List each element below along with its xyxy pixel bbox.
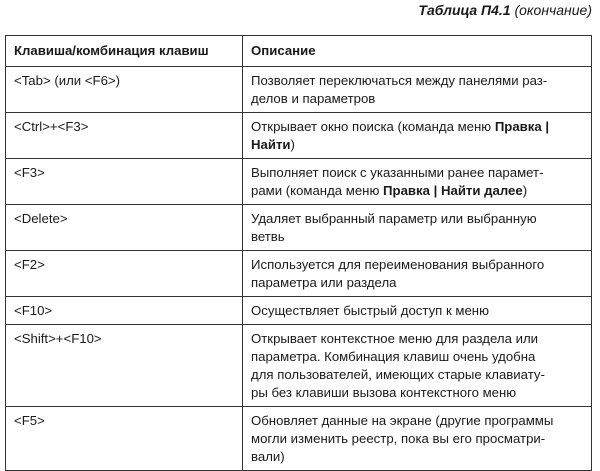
key-cell: <F2> [6, 251, 243, 297]
key-cell: <F10> [6, 297, 243, 325]
description-text: Удаляет выбранный параметр или выбранную [251, 211, 537, 226]
shortcuts-table [5, 35, 592, 471]
table-caption-note: (окончание) [514, 2, 592, 18]
description-text: для пользователей, имеющих старые клавиату- [251, 367, 545, 382]
description-text: вали) [251, 449, 285, 464]
description-text: ветвь [251, 229, 285, 244]
description-text: Осуществляет быстрый доступ к меню [251, 303, 489, 318]
description-line [251, 256, 584, 274]
description-text: могли изменить реестр, пока вы его просматри- [251, 431, 546, 446]
key-cell: <Delete> [6, 205, 243, 251]
key-cell: <Ctrl>+<F3> [6, 113, 243, 159]
table-row [6, 113, 592, 159]
description-text: Позволяет переключаться между панелями раз- [251, 73, 548, 88]
description-line [251, 384, 584, 402]
menu-command-text: Правка | Найти далее [383, 183, 523, 198]
description-line [251, 430, 584, 448]
description-line [251, 118, 584, 136]
description-text: ) [522, 183, 528, 198]
description-cell [243, 407, 592, 471]
table-row [6, 159, 592, 205]
description-line [251, 90, 584, 108]
key-cell: <F3> [6, 159, 243, 205]
description-line [251, 274, 584, 292]
description-text: Используется для переименования выбранного [251, 257, 545, 272]
description-cell [243, 67, 592, 113]
description-text: рами (команда меню [251, 183, 384, 198]
description-line [251, 448, 584, 466]
table-row [6, 407, 592, 471]
menu-command-text: Найти [251, 137, 291, 152]
description-text: параметра. Комбинация клавиш очень удобна [251, 349, 536, 364]
description-line [251, 210, 584, 228]
key-cell: <Shift>+<F10> [6, 325, 243, 407]
description-line [251, 228, 584, 246]
table-header-row [6, 36, 592, 67]
table-row [6, 67, 592, 113]
description-cell [243, 297, 592, 325]
description-line [251, 302, 584, 320]
table-caption [418, 2, 592, 18]
description-text: ры без клавиши вызова контекстного меню [251, 385, 517, 400]
description-line [251, 182, 584, 200]
description-cell [243, 159, 592, 205]
description-line [251, 366, 584, 384]
table-row [6, 251, 592, 297]
description-cell [243, 325, 592, 407]
table-row [6, 205, 592, 251]
description-text: делов и параметров [251, 91, 376, 106]
table-row [6, 297, 592, 325]
description-line [251, 164, 584, 182]
description-text: ) [290, 137, 295, 152]
table-row [6, 325, 592, 407]
key-cell: <F5> [6, 407, 243, 471]
description-line [251, 330, 584, 348]
description-line [251, 412, 584, 430]
description-text: Выполняет поиск с указанными ранее парамет- [251, 165, 544, 180]
description-cell [243, 113, 592, 159]
description-cell [243, 205, 592, 251]
description-text: Открывает контекстное меню для раздела или [251, 331, 539, 346]
description-line [251, 72, 584, 90]
description-cell [243, 251, 592, 297]
description-text: параметра или раздела [251, 275, 397, 290]
header-key: Клавиша/комбинация клавиш [6, 36, 243, 67]
key-cell: <Tab> (или <F6>) [6, 67, 243, 113]
table-caption-title: Таблица П4.1 [418, 2, 511, 18]
menu-command-text: Правка | [494, 119, 550, 134]
description-text: Открывает окно поиска (команда меню [251, 119, 495, 134]
header-description: Описание [243, 36, 592, 67]
description-line [251, 348, 584, 366]
description-line [251, 136, 584, 154]
description-text: Обновляет данные на экране (другие программы [251, 413, 554, 428]
